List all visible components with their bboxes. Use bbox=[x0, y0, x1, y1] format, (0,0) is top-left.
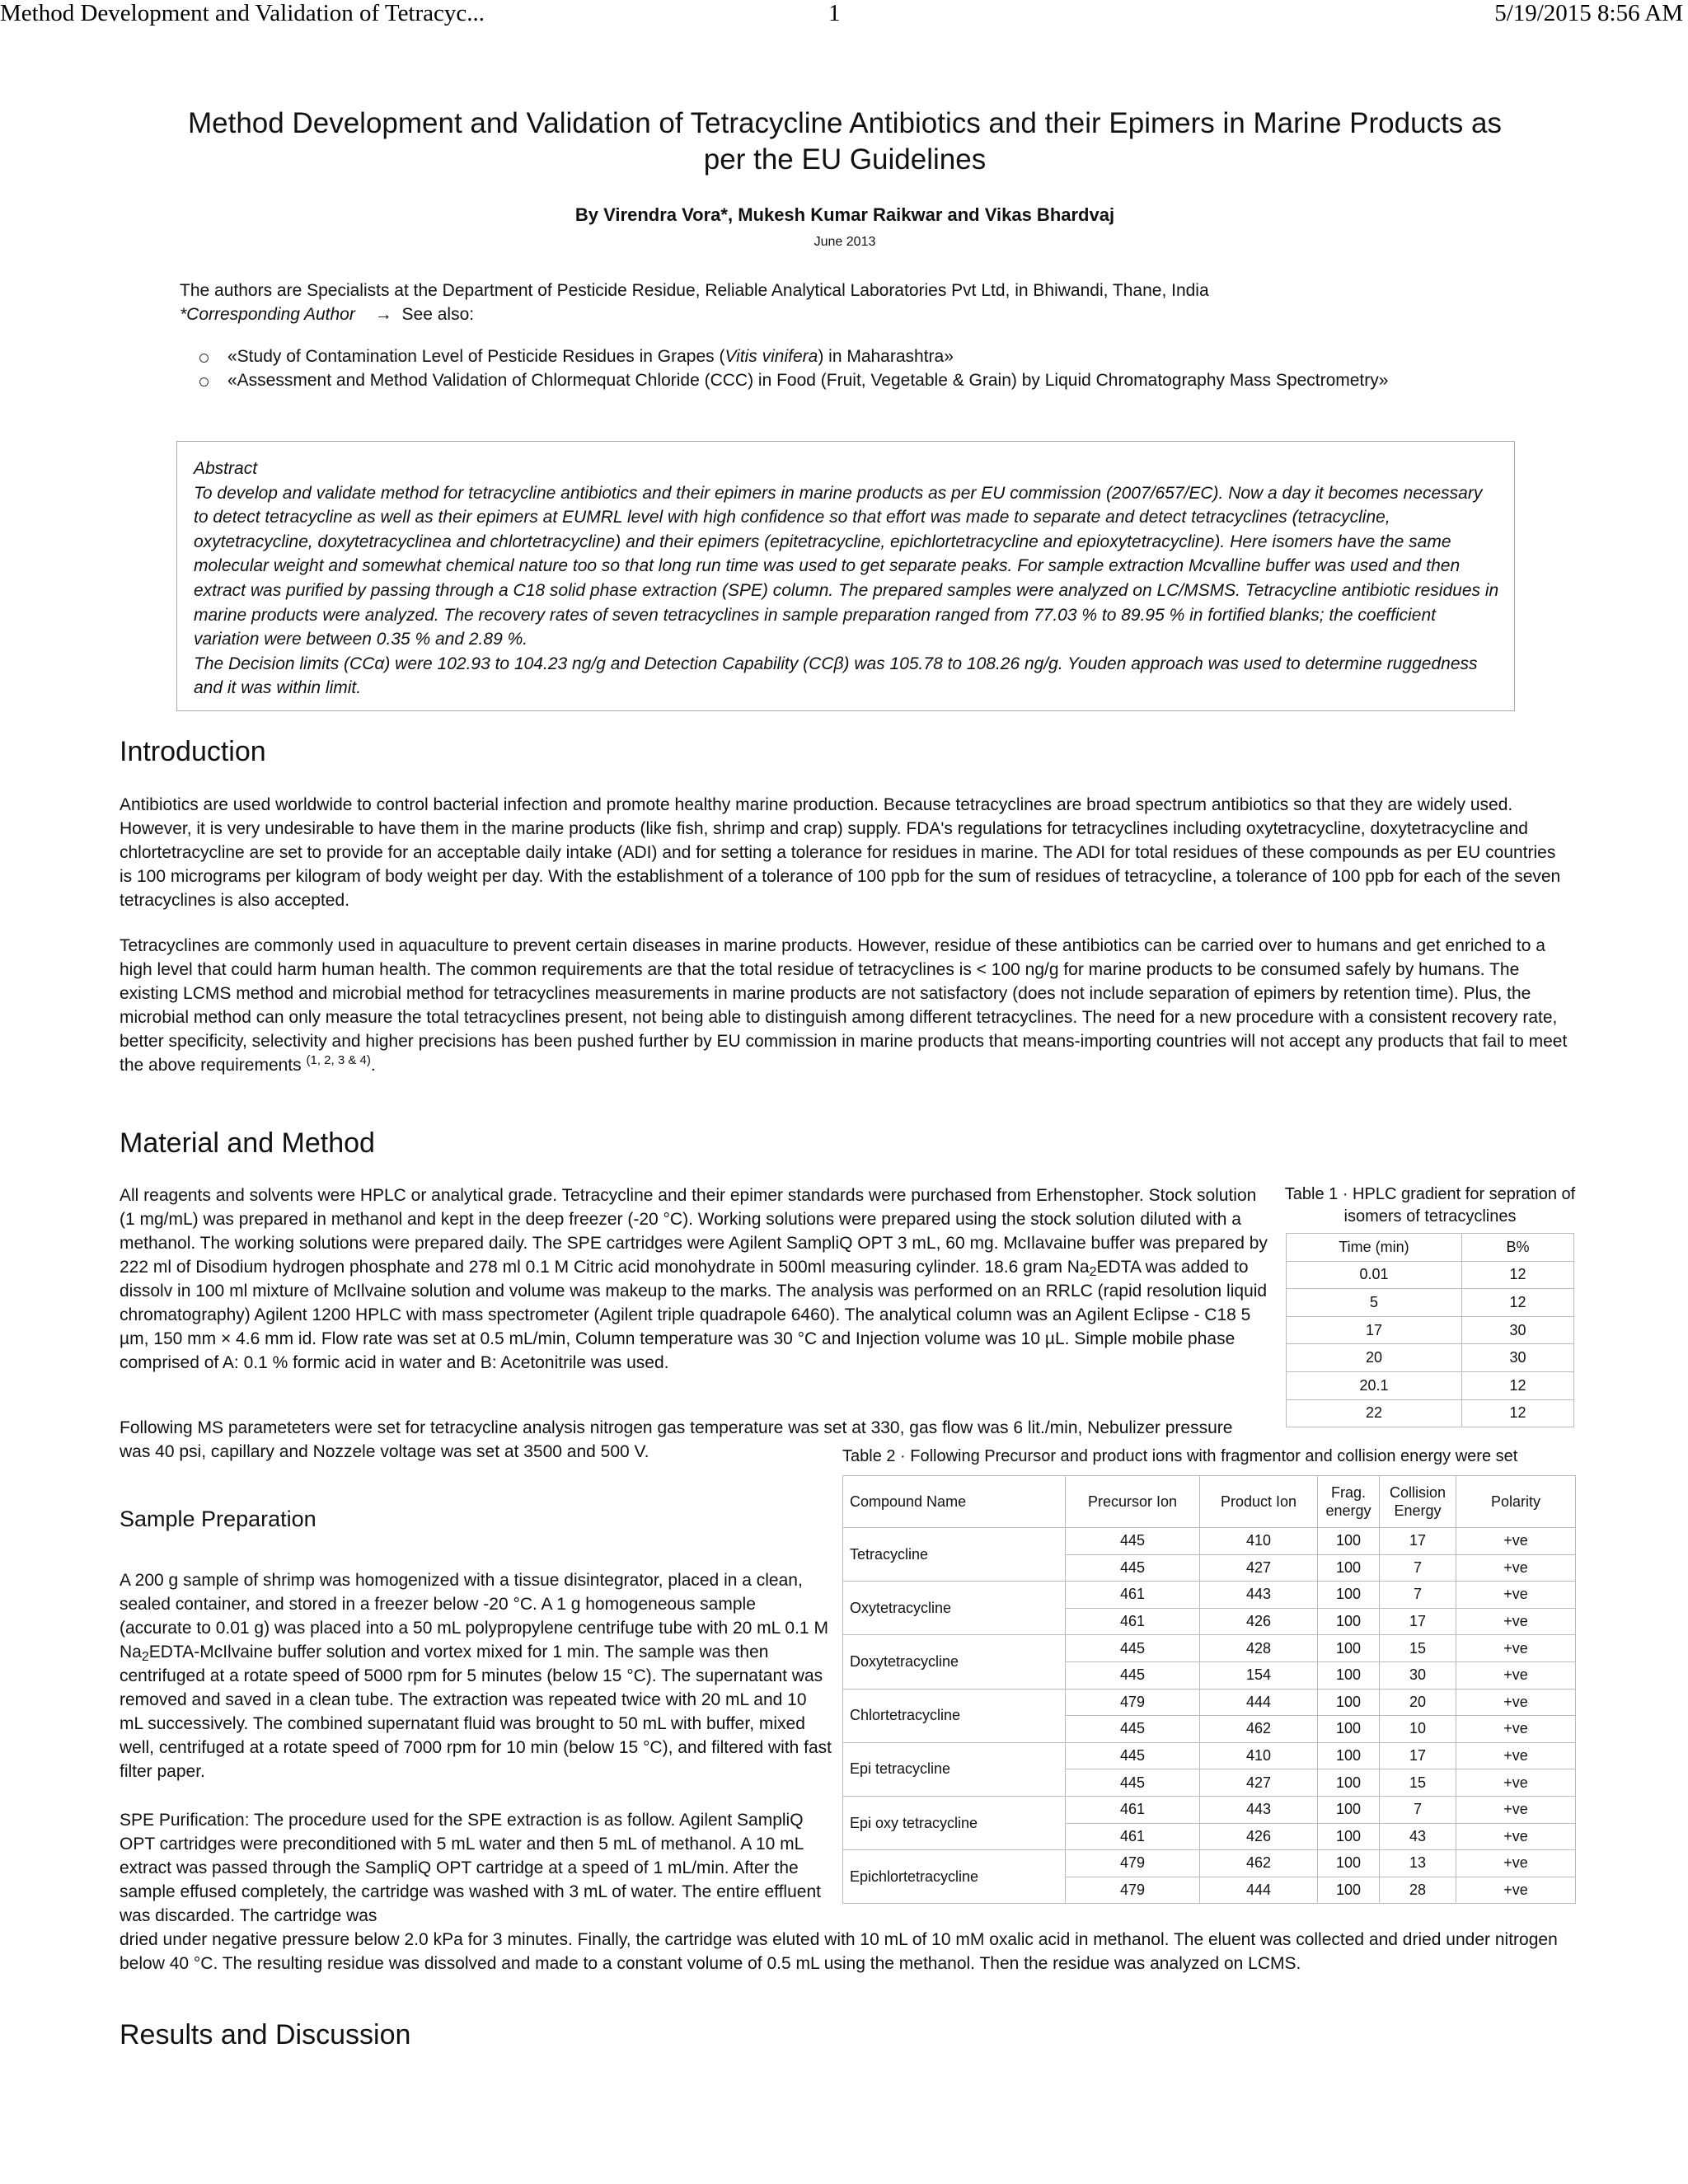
table-cell: 100 bbox=[1318, 1823, 1380, 1850]
table-row bbox=[843, 1528, 1576, 1555]
compound-name-cell: Epi oxy tetracycline bbox=[843, 1796, 1066, 1849]
table-cell: 20.1 bbox=[1287, 1371, 1462, 1399]
see-also-item[interactable]: «Assessment and Method Validation of Chlormequat Chloride (CCC) in Food (Fruit, Vegetable & Grain) by Liquid Chromatography Mass Spectrometry» bbox=[198, 368, 1550, 392]
table-cell: 20 bbox=[1380, 1689, 1456, 1716]
table-cell: +ve bbox=[1456, 1528, 1576, 1555]
table-header-cell: Product Ion bbox=[1200, 1476, 1318, 1528]
table-cell: 445 bbox=[1066, 1742, 1200, 1769]
table-cell: 100 bbox=[1318, 1582, 1380, 1609]
corresponding-line bbox=[180, 302, 1531, 326]
table-cell: 7 bbox=[1380, 1554, 1456, 1582]
table-cell: 12 bbox=[1462, 1289, 1574, 1317]
table-cell: 479 bbox=[1066, 1877, 1200, 1904]
table-cell: +ve bbox=[1456, 1769, 1576, 1797]
table-row bbox=[843, 1582, 1576, 1609]
table-cell: 30 bbox=[1462, 1344, 1574, 1372]
table-cell: +ve bbox=[1456, 1554, 1576, 1582]
table-cell: 30 bbox=[1462, 1316, 1574, 1344]
table-header-row bbox=[843, 1476, 1576, 1528]
table-cell: 7 bbox=[1380, 1582, 1456, 1609]
table-cell: 0.01 bbox=[1287, 1261, 1462, 1289]
see-also-link[interactable]: See also: bbox=[401, 305, 475, 324]
compound-name-cell: Tetracycline bbox=[843, 1528, 1066, 1582]
intro-paragraph-1: Antibiotics are used worldwide to control bacterial infection and promote healthy marine production. Because tetracyclines are broad spectrum antibiotics so that they are widely used. However, it is very undesirable to have them in the marine products (like fish, shrimp and crap) supply. FDA's regulations for tetracyclines including oxytetracycline, doxytetracycline and chlortetracycline are set to provide for an acceptable daily intake (ADI) and for setting a tolerance for residues in marine. The ADI for total residues of these compounds as per EU countries is 100 micrograms per kilogram of body weight per day. With the establishment of a tolerance of 100 ppb for the sum of residues of tetracycline, a tolerance of 100 ppb for each of the seven tetracyclines is also accepted. bbox=[120, 795, 1561, 910]
table-cell: 28 bbox=[1380, 1877, 1456, 1904]
table-cell: 462 bbox=[1200, 1716, 1318, 1743]
article-authors: By Virendra Vora*, Mukesh Kumar Raikwar and Vikas Bhardvaj bbox=[574, 204, 1115, 225]
table-cell: 20 bbox=[1287, 1344, 1462, 1372]
table-cell: 22 bbox=[1287, 1399, 1462, 1427]
abstract-limits: The Decision limits (CCα) were 102.93 to 104.23 ng/g and Detection Capability (CCβ) was 105.78 to 108.26 ng/g. Youden approach was used to determine ruggedness and it was within limit. bbox=[194, 654, 1478, 698]
table-cell: 443 bbox=[1200, 1796, 1318, 1823]
spe-purification-continued: dried under negative pressure below 2.0 kPa for 3 minutes. Finally, the cartridge was eluted with 10 mL of 10 mM oxalic acid in methanol. The eluent was collected and dried under nitrogen below 40 °C. The resulting residue was dissolved and made to a constant volume of 0.5 mL using the methanol. Then the residue was analyzed on LCMS. bbox=[120, 1930, 1558, 1973]
affiliation-text: The authors are Specialists at the Department of Pesticide Residue, Reliable Analytical Laboratories Pvt Ltd, in Bhiwandi, Thane, India bbox=[180, 281, 1209, 300]
table1-caption: Table 1 · HPLC gradient for sepration of isomers of tetracyclines bbox=[1284, 1185, 1576, 1226]
table-cell: 100 bbox=[1318, 1661, 1380, 1689]
table-row bbox=[1287, 1371, 1574, 1399]
abstract-box bbox=[176, 441, 1515, 711]
table-cell: 445 bbox=[1066, 1661, 1200, 1689]
table-cell: +ve bbox=[1456, 1850, 1576, 1877]
table-cell: 12 bbox=[1462, 1399, 1574, 1427]
compound-name-cell: Doxytetracycline bbox=[843, 1635, 1066, 1689]
table-cell: 479 bbox=[1066, 1689, 1200, 1716]
table-header-cell: Collision Energy bbox=[1380, 1476, 1456, 1528]
table2-ion-parameters bbox=[842, 1475, 1576, 1904]
compound-name-cell: Epi tetracycline bbox=[843, 1742, 1066, 1796]
section-heading-results: Results and Discussion bbox=[120, 2019, 411, 2050]
intro-p2-text: Tetracyclines are commonly used in aquaculture to prevent certain diseases in marine products. However, residue of these antibiotics can be carried over to humans and get enriched to a high level that could harm human health. The common requirements are that the total residue of tetracyclines is < 100 ng/g for marine products to be consumed safely by humans. The existing LCMS method and microbial method for tetracyclines measurements in marine products are not satisfactory (does not include separation of epimers by retention time). Plus, the microbial method can only measure the total tetracyclines present, not being able to distinguish among different tetracyclines. The need for a new procedure with a consistent recovery rate, better specificity, selectivity and higher precisions has been pushed further by EU commission in marine products that means-importing countries will not accept any products that fail to meet the above requirements bbox=[120, 936, 1568, 1075]
table-header-cell: Precursor Ion bbox=[1066, 1476, 1200, 1528]
table-cell: 10 bbox=[1380, 1716, 1456, 1743]
compound-name-cell: Epichlortetracycline bbox=[843, 1850, 1066, 1904]
table-cell: 15 bbox=[1380, 1769, 1456, 1797]
table-row bbox=[1287, 1261, 1574, 1289]
table1-hplc-gradient bbox=[1286, 1233, 1574, 1427]
table-cell: 445 bbox=[1066, 1554, 1200, 1582]
compound-name-cell: Chlortetracycline bbox=[843, 1689, 1066, 1742]
ms-parameters-paragraph: Following MS parameteters were set for tetracycline analysis nitrogen gas temperature was set at 330, gas flow was 6 lit./min, Nebulizer pressure was 40 psi, capillary and Nozzele voltage was set at 3500 and 500 V. bbox=[120, 1418, 1233, 1461]
table-cell: 13 bbox=[1380, 1850, 1456, 1877]
corresponding-author: *Corresponding Author bbox=[180, 305, 355, 324]
abstract bbox=[194, 457, 1500, 701]
table-row bbox=[843, 1796, 1576, 1823]
table-cell: 154 bbox=[1200, 1661, 1318, 1689]
table-cell: 17 bbox=[1380, 1528, 1456, 1555]
see-also-item[interactable]: «Study of Contamination Level of Pesticide Residues in Grapes (Vitis vinifera) in Maharashtra» bbox=[198, 344, 1550, 368]
table-header-cell: Time (min) bbox=[1287, 1234, 1462, 1262]
material-paragraph-1: All reagents and solvents were HPLC or analytical grade. Tetracycline and their epimer standards were purchased from Erhenstopher. Stock solution (1 mg/mL) was prepared in methanol and kept in the deep freezer (-20 °C). Working solutions were prepared using the stock solution diluted with a methanol. The working solutions were prepared daily. The SPE cartridges were Agilent SampliQ OPT 3 mL, 60 mg. McIlavaine buffer was prepared by 222 ml of Disodium hydrogen phosphate and 278 ml 0.1 M Citric acid monohydrate in 500ml measuring cylinder. 18.6 gram $Na_2EDTA$ was added to dissolv in 100 ml mixture of McIlvaine solution and volume was makeup to the marks. The analysis was performed on an RRLC (rapid resolution liquid chromatography) Agilent 1200 HPLC with mass spectrometer (Agilent triple quadrapole 6460). The analytical column was an Agilent Eclipse - C18 5 µm, 150 mm × 4.6 mm id. Flow rate was set at 0.5 mL/min, Column temperature was 30 °C and Injection volume was 10 µL. Simple mobile phase comprised of A: 0.1 % formic acid in water and B: Acetonitrile was used. bbox=[120, 1186, 1268, 1372]
table-cell: 100 bbox=[1318, 1769, 1380, 1797]
table-cell: 445 bbox=[1066, 1528, 1200, 1555]
table-cell: 428 bbox=[1200, 1635, 1318, 1662]
table-cell: 100 bbox=[1318, 1528, 1380, 1555]
table-cell: 17 bbox=[1287, 1316, 1462, 1344]
table-cell: 43 bbox=[1380, 1823, 1456, 1850]
see-also-list bbox=[198, 344, 1550, 392]
table-header-cell: Compound Name bbox=[843, 1476, 1066, 1528]
table-cell: +ve bbox=[1456, 1716, 1576, 1743]
table-cell: 12 bbox=[1462, 1261, 1574, 1289]
table-row bbox=[1287, 1316, 1574, 1344]
subheading-sample-preparation: Sample Preparation bbox=[120, 1507, 316, 1531]
table-cell: 410 bbox=[1200, 1742, 1318, 1769]
table-cell: 100 bbox=[1318, 1608, 1380, 1635]
table-cell: 100 bbox=[1318, 1689, 1380, 1716]
table-cell: +ve bbox=[1456, 1796, 1576, 1823]
table-cell: 445 bbox=[1066, 1635, 1200, 1662]
table-header-cell: Frag. energy bbox=[1318, 1476, 1380, 1528]
table-cell: 7 bbox=[1380, 1796, 1456, 1823]
intro-paragraph-2: Tetracyclines are commonly used in aquaculture to prevent certain diseases in marine products. However, residue of these antibiotics can be carried over to humans and get enriched to a high level that could harm human health. The common requirements are that the total residue of tetracyclines is < 100 ng/g for marine products to be consumed safely by humans. The existing LCMS method and microbial method for tetracyclines measurements in marine products are not satisfactory (does not include separation of epimers by retention time). Plus, the microbial method can only measure the total tetracyclines present, not being able to distinguish among different tetracyclines. The need for a new procedure with a consistent recovery rate, better specificity, selectivity and higher precisions has been pushed further by EU commission in marine products that means-importing countries will not accept any products that fail to meet the above requirements $^{(1, 2, 3 \& 4)}$. bbox=[120, 936, 1568, 1075]
section-heading-introduction: Introduction bbox=[120, 736, 266, 767]
table-cell: 5 bbox=[1287, 1289, 1462, 1317]
table-cell: 461 bbox=[1066, 1608, 1200, 1635]
table-cell: 427 bbox=[1200, 1554, 1318, 1582]
table-cell: 410 bbox=[1200, 1528, 1318, 1555]
abstract-heading: Abstract bbox=[194, 459, 258, 478]
table-cell: 426 bbox=[1200, 1823, 1318, 1850]
table-cell: 100 bbox=[1318, 1635, 1380, 1662]
abstract-text: To develop and validate method for tetracycline antibiotics and their epimers in marine products as per EU commission (2007/657/EC). Now a day it becomes necessary to detect tetracycline as well as their epimers at EUMRL level with high confidence so that effort was made to separate and detect tetracyclines (tetracycline, oxytetracycline, doxytetracyclinea and chlortetracycline) and their epimers (epitetracycline, epichlortetracycline and epioxytetracycline). Here isomers have the same molecular weight and somewhat chemical nature too so that long run time was used to get separate peaks. For sample extraction Mcvalline buffer was used and then extract was purified by passing through a C18 solid phase extraction (SPE) column. The prepared samples were analyzed on LC/MSMS. Tetracycline antibiotic residues in marine products were analyzed. The recovery rates of seven tetracyclines in sample preparation ranged from 77.03 % to 89.95 % in fortified blanks; the coefficient variation were between 0.35 % and 2.89 %. bbox=[194, 483, 1499, 649]
table-cell: 462 bbox=[1200, 1850, 1318, 1877]
table-row bbox=[843, 1689, 1576, 1716]
table-cell: 445 bbox=[1066, 1716, 1200, 1743]
table-cell: +ve bbox=[1456, 1661, 1576, 1689]
article-title: Method Development and Validation of Tetracycline Antibiotics and their Epimers in Marine Products as per the EU Guidelines bbox=[188, 107, 1502, 176]
table-cell: 100 bbox=[1318, 1877, 1380, 1904]
table-cell: +ve bbox=[1456, 1689, 1576, 1716]
table-cell: 17 bbox=[1380, 1608, 1456, 1635]
table-cell: 443 bbox=[1200, 1582, 1318, 1609]
citation-ref: (1, 2, 3 & 4) bbox=[306, 1053, 371, 1067]
table-row bbox=[1287, 1344, 1574, 1372]
table-cell: 444 bbox=[1200, 1689, 1318, 1716]
table-cell: 479 bbox=[1066, 1850, 1200, 1877]
table-cell: +ve bbox=[1456, 1635, 1576, 1662]
table-cell: 100 bbox=[1318, 1554, 1380, 1582]
table-header-cell: Polarity bbox=[1456, 1476, 1576, 1528]
compound-name-cell: Oxytetracycline bbox=[843, 1582, 1066, 1635]
table-cell: 100 bbox=[1318, 1850, 1380, 1877]
print-header-datetime: 5/19/2015 8:56 AM bbox=[1494, 0, 1683, 26]
table-cell: 444 bbox=[1200, 1877, 1318, 1904]
table-cell: 15 bbox=[1380, 1635, 1456, 1662]
table-row bbox=[843, 1742, 1576, 1769]
table-cell: +ve bbox=[1456, 1582, 1576, 1609]
table-cell: 12 bbox=[1462, 1371, 1574, 1399]
table-header-row bbox=[1287, 1234, 1574, 1262]
table-cell: 30 bbox=[1380, 1661, 1456, 1689]
author-affiliation bbox=[180, 279, 1531, 326]
table-cell: 461 bbox=[1066, 1582, 1200, 1609]
print-header-page: 1 bbox=[828, 0, 841, 26]
table-cell: 426 bbox=[1200, 1608, 1318, 1635]
table-cell: +ve bbox=[1456, 1608, 1576, 1635]
print-header-title: Method Development and Validation of Tetracyc... bbox=[0, 0, 485, 26]
table-row bbox=[843, 1850, 1576, 1877]
table-cell: 100 bbox=[1318, 1716, 1380, 1743]
table-row bbox=[1287, 1399, 1574, 1427]
table-cell: 445 bbox=[1066, 1769, 1200, 1797]
sample-prep-paragraph: A 200 g sample of shrimp was homogenized with a tissue disintegrator, placed in a clean, sealed container, and stored in a freezer below -20 °C. A 1 g homogeneous sample (accurate to 0.01 g) was placed into a 50 mL polypropylene centrifuge tube with 20 mL 0.1 M $Na_2EDTA$-McIlvaine buffer solution and vortex mixed for 1 min. The sample was then centrifuged at a rotate speed of 5000 rpm for 5 minutes (below 15 °C). The supernatant was removed and saved in a clean tube. The extraction was repeated twice with 20 mL and 10 mL successively. The combined supernatant fluid was brought to 50 mL with buffer, mixed well, centrifuged at a rotate speed of 7000 rpm for 10 min (below 15 °C), and filtered with fast filter paper. bbox=[120, 1571, 832, 1781]
table-cell: 17 bbox=[1380, 1742, 1456, 1769]
table-cell: 100 bbox=[1318, 1796, 1380, 1823]
table-cell: 100 bbox=[1318, 1742, 1380, 1769]
table2-caption: Table 2 · Following Precursor and product ions with fragmentor and collision energy were set bbox=[842, 1447, 1518, 1465]
right-arrow-icon: → bbox=[374, 305, 392, 324]
section-heading-material-method: Material and Method bbox=[120, 1127, 375, 1159]
table-cell: 461 bbox=[1066, 1823, 1200, 1850]
table-cell: +ve bbox=[1456, 1877, 1576, 1904]
table-row bbox=[843, 1635, 1576, 1662]
article-date: June 2013 bbox=[814, 235, 876, 249]
table-cell: +ve bbox=[1456, 1823, 1576, 1850]
table-cell: +ve bbox=[1456, 1742, 1576, 1769]
table-header-cell: B% bbox=[1462, 1234, 1574, 1262]
spe-purification-paragraph: SPE Purification: The procedure used for the SPE extraction is as follow. Agilent SampliQ OPT cartridges were preconditioned with 5 mL water and then 5 mL of methanol. A 10 mL extract was passed through the SampliQ OPT cartridge at a speed of 1 mL/min. After the sample effused completely, the cartridge was washed with 3 mL of water. The entire effluent was discarded. The cartridge was bbox=[120, 1811, 821, 1925]
table-cell: 461 bbox=[1066, 1796, 1200, 1823]
table-cell: 427 bbox=[1200, 1769, 1318, 1797]
table-row bbox=[1287, 1289, 1574, 1317]
